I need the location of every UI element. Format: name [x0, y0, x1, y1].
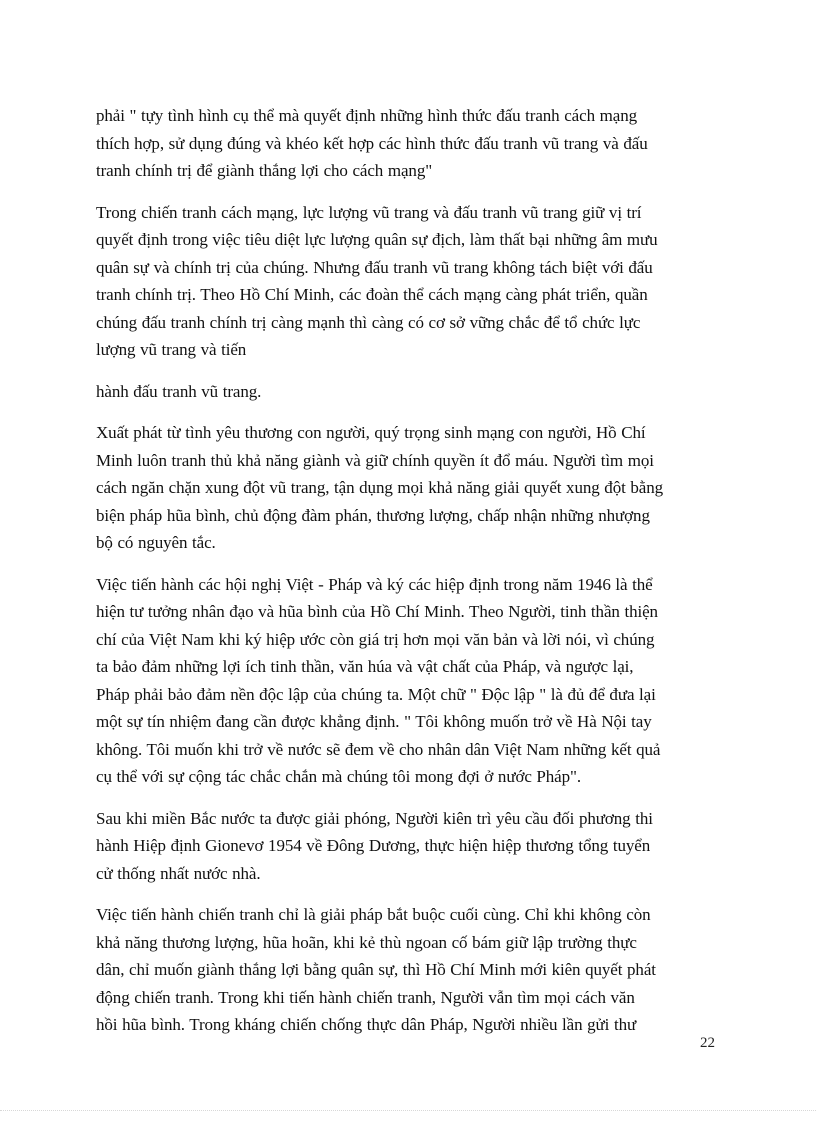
text-line: cách ngăn chặn xung đột vũ trang, tận dụng mọi khả năng giải quyết xung đột bằng [96, 478, 664, 497]
paragraph-1 [96, 102, 724, 185]
text-line: động chiến tranh. Trong khi tiến hành chiến tranh, Người vẫn tìm mọi cách văn [96, 987, 635, 1007]
text-line: Sau khi miền Bắc nước ta được giải phóng, Người kiên trì yêu cầu đối phương thi [96, 808, 653, 828]
text-line: Trong chiến tranh cách mạng, lực lượng vũ trang và đấu tranh vũ trang giữ vị trí [96, 202, 642, 222]
text-line: hành Hiệp định Gionevơ 1954 về Đông Dương, thực hiện hiệp thương tổng tuyển [96, 836, 651, 855]
text-line: lượng vũ trang và tiến [96, 340, 247, 359]
text-line: tranh chính trị. Theo Hồ Chí Minh, các đoàn thể cách mạng càng phát triển, quần [96, 285, 648, 304]
text-line: tranh chính trị để giành thắng lợi cho cách mạng" [96, 161, 433, 180]
text-line: cụ thể với sự cộng tác chắc chắn mà chúng tôi mong đợi ở nước Pháp". [96, 767, 582, 786]
text-line: ta bảo đảm những lợi ích tinh thần, văn húa và vật chất của Pháp, và ngược lại, [96, 657, 634, 676]
text-line: cử thống nhất nước nhà. [96, 863, 261, 883]
paragraph-3 [96, 378, 724, 406]
text-line: chí của Việt Nam khi ký hiệp ước còn giá trị hơn mọi văn bản và lời nói, vì chúng [96, 629, 655, 649]
text-line: Việc tiến hành các hội nghị Việt - Pháp và ký các hiệp định trong năm 1946 là thể [96, 574, 653, 594]
text-line: chúng đấu tranh chính trị càng mạnh thì càng có cơ sở vững chắc để tổ chức lực [96, 312, 641, 332]
paragraph-2 [96, 199, 724, 364]
text-line: hiện tư tưởng nhân đạo và hũa bình của Hồ Chí Minh. Theo Người, tinh thần thiện [96, 602, 658, 621]
text-line: không. Tôi muốn khi trở về nước sẽ đem về cho nhân dân Việt Nam những kết quả [96, 739, 661, 759]
text-line: hành đấu tranh vũ trang. [96, 381, 262, 401]
document-body [96, 102, 724, 1053]
text-line: bộ có nguyên tắc. [96, 533, 216, 552]
text-line: thích hợp, sử dụng đúng và khéo kết hợp các hình thức đấu tranh vũ trang và đấu [96, 133, 648, 153]
text-line: Xuất phát từ tình yêu thương con người, quý trọng sinh mạng con người, Hồ Chí [96, 423, 646, 442]
page-number: 22 [700, 1035, 715, 1051]
paragraph-7 [96, 901, 724, 1039]
paragraph-5 [96, 571, 724, 791]
text-line: phải " tựy tình hình cụ thể mà quyết định những hình thức đấu tranh cách mạng [96, 106, 637, 125]
text-line: Minh luôn tranh thủ khả năng giành và giữ chính quyền ít đổ máu. Người tìm mọi [96, 450, 654, 470]
text-line: Pháp phải bảo đảm nền độc lập của chúng ta. Một chữ " Độc lập " là đủ để đưa lại [96, 684, 656, 704]
paragraph-6 [96, 805, 724, 888]
page-bottom-divider [0, 1110, 816, 1111]
text-line: hồi hũa bình. Trong kháng chiến chống thực dân Pháp, Người nhiều lần gửi thư [96, 1015, 637, 1034]
text-line: một sự tín nhiệm đang cần được khẳng định. " Tôi không muốn trở về Hà Nội tay [96, 712, 652, 731]
paragraph-4 [96, 419, 724, 557]
text-line: dân, chỉ muốn giành thắng lợi bằng quân sự, thì Hồ Chí Minh mới kiên quyết phát [96, 960, 656, 979]
text-line: quyết định trong việc tiêu diệt lực lượng quân sự địch, làm thất bại những âm mưu [96, 230, 658, 249]
text-line: Việc tiến hành chiến tranh chỉ là giải pháp bắt buộc cuối cùng. Chỉ khi không còn [96, 905, 651, 924]
text-line: biện pháp hũa bình, chủ động đàm phán, thương lượng, chấp nhận những nhượng [96, 505, 650, 525]
text-line: quân sự và chính trị của chúng. Nhưng đấu tranh vũ trang không tách biệt với đấu [96, 257, 653, 277]
text-line: khả năng thương lượng, hũa hoãn, khi kẻ thù ngoan cố bám giữ lập trường thực [96, 932, 637, 952]
